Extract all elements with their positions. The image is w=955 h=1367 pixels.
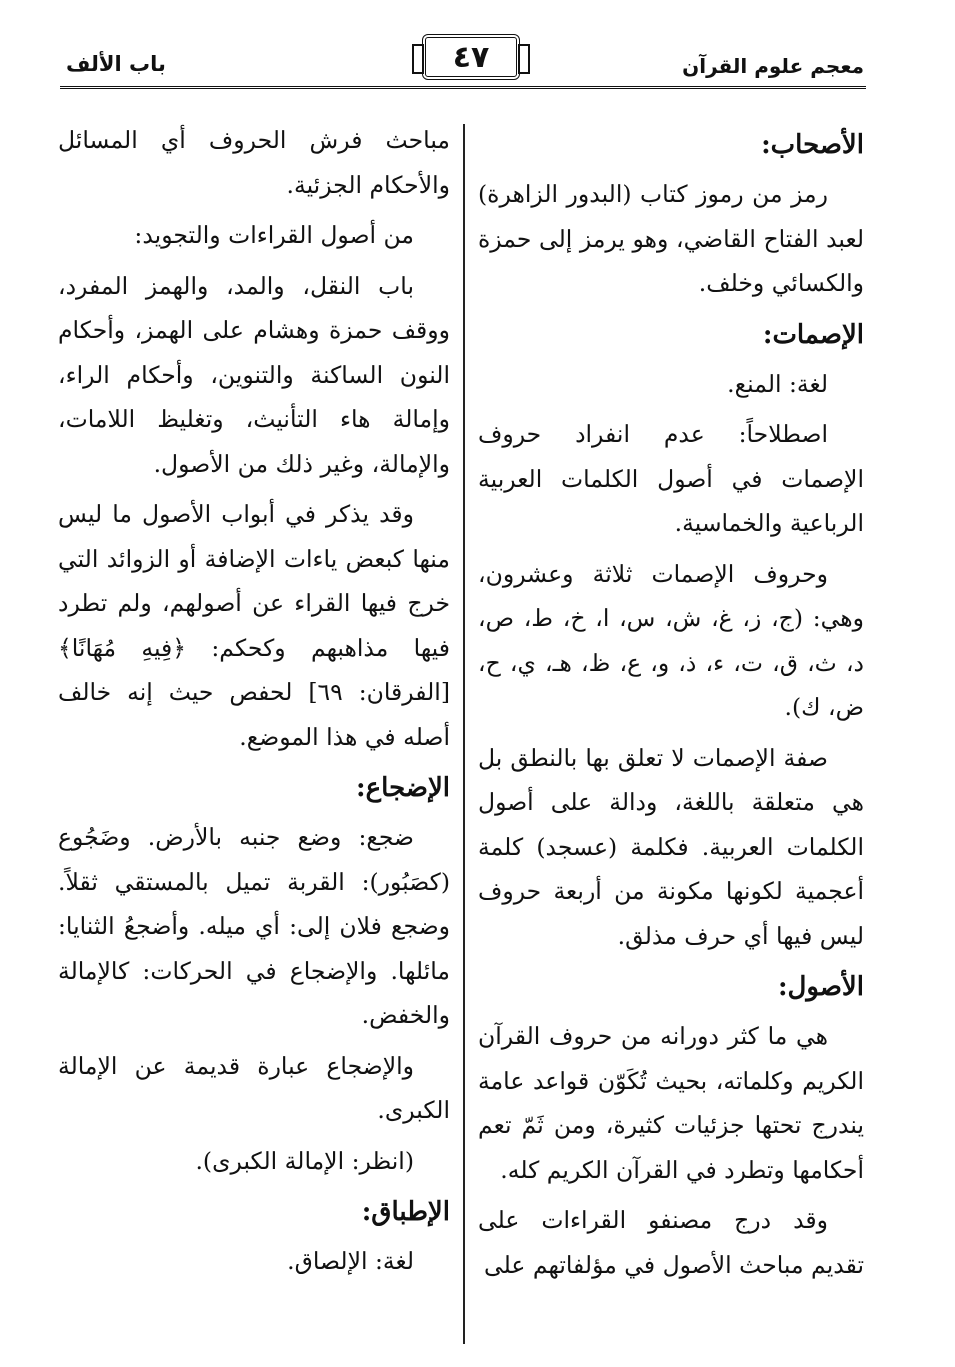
usul-note (58, 492, 450, 759)
entry-heading-ismat: الإصمات: (762, 319, 864, 350)
quran-quote: ﴿فِيهِ مُهَانًا﴾ (58, 633, 187, 662)
page-number-box (422, 34, 520, 80)
chapter-title: باب الألف (66, 52, 166, 76)
entry-heading-itbaq: الإطباق: (361, 1197, 450, 1227)
entry-heading-idjaa: الإضجاع: (356, 773, 450, 803)
ismat-sifa: صفة الإصمات لا تعلق بها بالنطق بل هي متعلقة باللغة، ودالة على أصول الكلمات العربية. فكلمة (عسجد) كلمة أعجمية لكونها مكونة من أربعة حروف ليس فيها أي حرف مذلق. (478, 743, 864, 950)
left-column (58, 118, 450, 1290)
ismat-istilah: اصطلاحاً: عدم انفراد حروف الإصمات في أصول الكلمات العربية الرباعية والخماسية. (478, 420, 864, 537)
idjaa-note: والإضجاع عبارة قديمة عن الإمالة الكبرى. (58, 1051, 450, 1124)
page-header (60, 30, 866, 92)
page-number: ٤٧ (452, 39, 490, 75)
header-rule (60, 86, 866, 89)
usul-list-intro: من أصول القراءات والتجويد: (134, 221, 414, 249)
right-column (478, 118, 864, 1293)
usul-continued: وقد درج مصنفو القراءات على تقديم مباحث الأصول في مؤلفاتهم على (478, 1206, 864, 1279)
idjaa-reference: (انظر: الإمالة الكبرى). (195, 1146, 414, 1175)
column-divider (463, 124, 465, 1344)
ismat-letters: وحروف الإصمات ثلاثة وعشرون، وهي: (ج، ز، غ، ش، س، ا، خ، ط، ص، د، ث، ق، ت، ء، ذ، و، ع، ظ، هـ، ي، ح، ض، ك). (478, 559, 864, 721)
usul-list: باب النقل، والمد، والهمز المفرد، ووقف حمزة وهشام على الهمز، وأحكام النون الساكنة والتنوين، وأحكام الراء، وإمالة هاء التأنيث، وتغليظ اللامات، والإمالة، وغير ذلك من الأصول. (58, 271, 450, 478)
ismat-lugha: لغة: المنع. (727, 369, 828, 398)
ashab-text: رمز من رموز كتاب (البدور الزاهرة) لعبد الفتاح القاضي، وهو يرمز إلى حمزة والكسائي وخلف. (478, 180, 864, 297)
usul-note-a: وقد يذكر في أبواب الأصول ما ليس منها كبعض ياءات الإضافة أو الزوائد التي خرج فيها القراء عن أصولهم، ولم تطرد فيها مذاهبهم وكحكم: (58, 500, 450, 662)
idjaa-text: ضجع: وضع جنبه بالأرض. وضَجُوع (كصَبُور): القربة تميل بالمستقي ثقلاً. وضجع فلان إلى: أي ميله. وأضجعُ الثنايا: مائلها. والإضجاع في الحركات: كالإمالة والخفض. (58, 823, 450, 1029)
entry-heading-usul: الأصول: (777, 972, 864, 1002)
entry-heading-ashab: الأصحاب: (761, 130, 864, 160)
itbaq-lugha: لغة: الإلصاق. (287, 1247, 414, 1275)
book-title: معجم علوم القرآن (682, 54, 864, 78)
usul-note-b: [الفرقان: ٦٩] لحفص حيث إنه خالف أصله في هذا الموضع. (58, 678, 450, 751)
usul-definition: هي ما كثر دورانه من حروف القرآن الكريم وكلماته، بحيث تُكَوّن قواعد عامة يندرج تحتها جزئيات كثيرة، ومن ثَمّ تعم أحكامها وتطرد في القرآن الكريم كله. (478, 1022, 864, 1184)
usul-continuation: مباحث فرش الحروف أي المسائل والأحكام الجزئية. (58, 126, 450, 199)
